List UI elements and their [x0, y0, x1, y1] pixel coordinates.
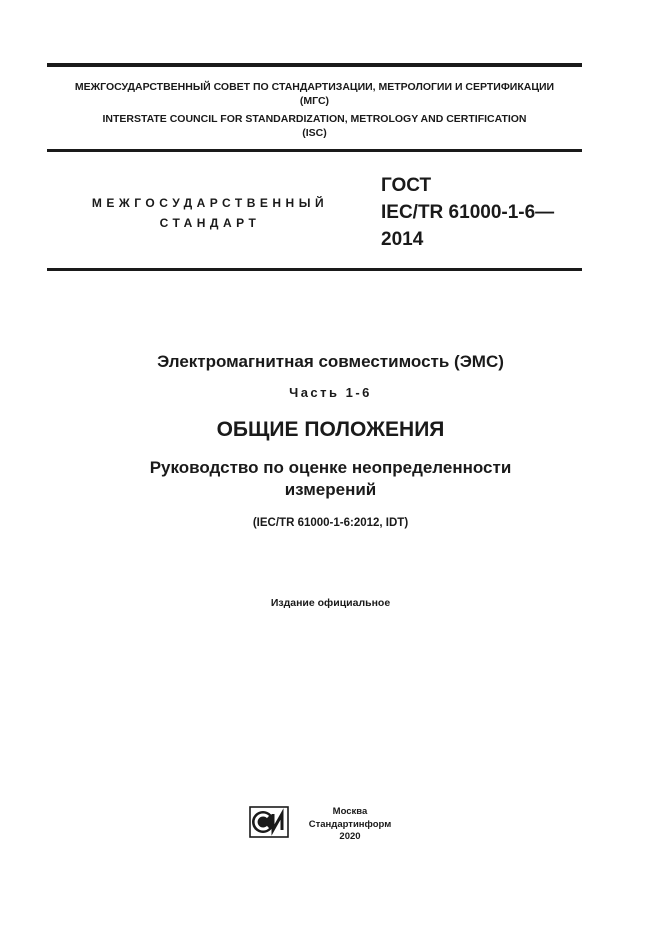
council-name-en — [47, 112, 582, 140]
part-number: Часть 1-6 — [289, 385, 372, 400]
standard-kind-line2: СТАНДАРТ — [159, 216, 261, 230]
council-abbrev-en: (ISC) — [302, 127, 327, 139]
subtitle-line1: Руководство по оценке неопределенности — [149, 458, 512, 477]
edition-label: Издание официальное — [270, 597, 391, 609]
main-title: Электромагнитная совместимость (ЭМС) — [157, 352, 504, 371]
international-reference: (IEC/TR 61000-1-6:2012, IDT) — [252, 517, 409, 529]
council-name-ru-line1: МЕЖГОСУДАРСТВЕННЫЙ СОВЕТ ПО СТАНДАРТИЗАЦИИ, МЕТРОЛОГИИ И СЕРТИФИКАЦИИ — [74, 81, 555, 93]
bottom-rule — [47, 268, 582, 271]
imprint-city: Москва — [332, 806, 368, 817]
designation-line3: 2014 — [381, 229, 424, 250]
council-name-ru — [47, 80, 582, 108]
subtitle-line2: измерений — [284, 480, 377, 499]
middle-rule — [47, 149, 582, 152]
designation-line1: ГОСТ — [381, 175, 432, 196]
subtitle — [47, 457, 614, 501]
top-rule — [47, 63, 582, 67]
imprint-year: 2020 — [339, 831, 361, 842]
standartinform-logo-icon — [249, 806, 289, 838]
imprint — [300, 806, 400, 844]
standard-kind — [60, 193, 360, 233]
standard-designation — [381, 172, 554, 253]
standard-kind-line1: МЕЖГОСУДАРСТВЕННЫЙ — [91, 196, 329, 210]
general-title: ОБЩИЕ ПОЛОЖЕНИЯ — [216, 418, 445, 441]
council-abbrev-ru: (МГС) — [299, 95, 330, 107]
imprint-publisher: Стандартинформ — [308, 818, 392, 830]
council-name-en-line1: INTERSTATE COUNCIL FOR STANDARDIZATION, METROLOGY AND CERTIFICATION — [102, 113, 527, 125]
designation-line2: IEC/TR 61000-1-6— — [381, 202, 555, 223]
